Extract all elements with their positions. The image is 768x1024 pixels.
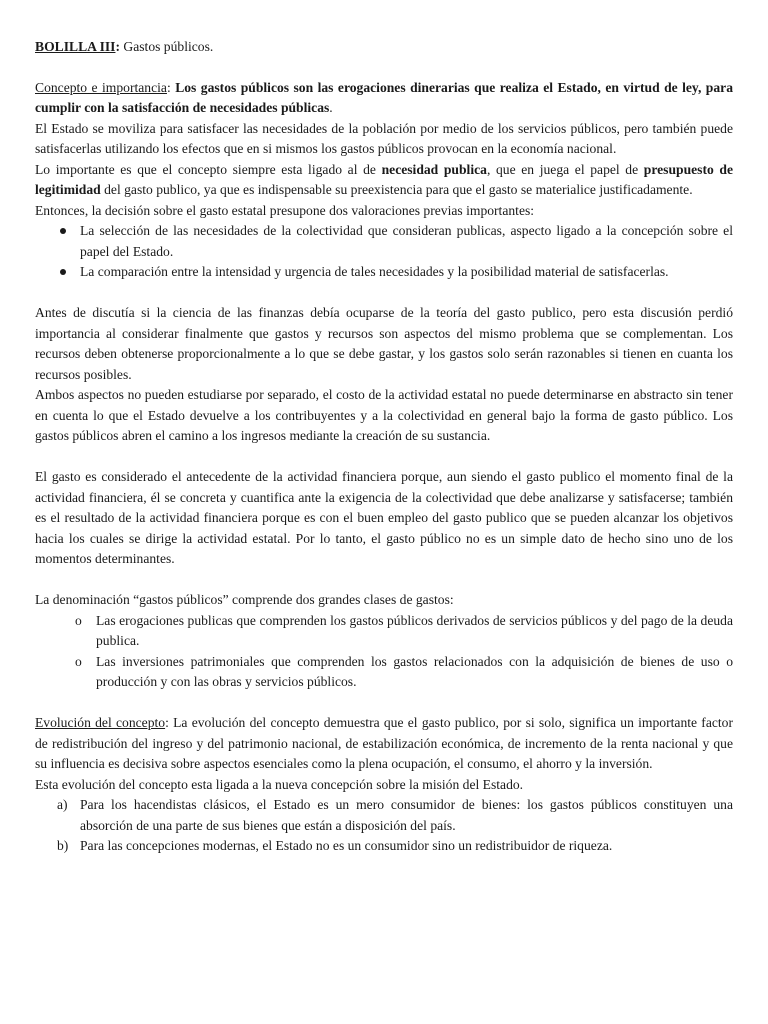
p2-part-e: del gasto publico, ya que es indispensable su preexistencia para que el gasto se materialice justificadamente. bbox=[100, 182, 693, 197]
concepto-paragraph-1: El Estado se moviliza para satisfacer las necesidades de la población por medio de los servicios públicos, pero también puede satisfacerlas utilizando los efectos que en si mismos los gastos públicos provocan en la economía nacional. bbox=[35, 120, 733, 156]
list-marker: b) bbox=[57, 838, 69, 853]
list-item bbox=[35, 221, 733, 262]
circle-bullet-icon: o bbox=[75, 653, 82, 669]
evolucion-heading: Evolución del concepto bbox=[35, 715, 166, 730]
denominacion-paragraph: La denominación “gastos públicos” comprende dos grandes clases de gastos: bbox=[35, 592, 454, 607]
concepto-end: . bbox=[329, 100, 333, 115]
concepto-paragraph-3: Entonces, la decisión sobre el gasto estatal presupone dos valoraciones previas importantes: bbox=[35, 202, 535, 218]
spacer bbox=[35, 283, 733, 304]
concepto-definition: Los gastos públicos son las erogaciones dinerarias que realiza el Estado, en virtud de ley, para cumplir con la satisfacción de necesidades públicas bbox=[35, 79, 733, 115]
p2-part-c: , que en juega el papel de bbox=[486, 161, 644, 177]
evolucion-paragraph bbox=[35, 713, 733, 775]
title-end: . bbox=[209, 39, 214, 54]
title-colon: : bbox=[115, 39, 120, 54]
list-item-text: La comparación entre la intensidad y urgencia de tales necesidades y la posibilidad material de satisfacerlas. bbox=[80, 264, 669, 279]
evolucion-text: La evolución del concepto demuestra que el gasto publico, por si solo, significa un importante factor de redistribución del ingreso y del patrimonio nacional, de estabilización económica, de incremento de la renta nacional y que su influencia es decisiva sobre aspectos esenciales como la plena ocupación, el consumo, el ahorro y la inversión. bbox=[35, 715, 733, 771]
document-title bbox=[35, 37, 733, 58]
antes-paragraph-2: Ambos aspectos no pueden estudiarse por separado, el costo de la actividad estatal no puede determinarse en abstracto sin tener en cuenta lo que el Estado devuelve a los contribuyentes y a la colectividad en general bajo la forma de gasto público. Los gastos públicos abren el camino a los ingresos mediante la creación de su sustancia. bbox=[35, 387, 733, 443]
evolucion-paragraph-2: Esta evolución del concepto esta ligada a la nueva concepción sobre la misión del Estado. bbox=[35, 776, 524, 792]
list-item-text: Las erogaciones publicas que comprenden los gastos públicos derivados de servicios públicos y del pago de la deuda publica. bbox=[96, 612, 733, 648]
title-text: Gastos públicos bbox=[120, 39, 210, 54]
circle-bullet-icon: o bbox=[75, 612, 82, 628]
concepto-colon: : bbox=[166, 79, 171, 95]
valoraciones-list bbox=[35, 221, 733, 283]
list-item bbox=[35, 611, 733, 652]
clases-gastos-list bbox=[35, 611, 733, 693]
antes-paragraph-1: Antes de discutía si la ciencia de las finanzas debía ocuparse de la teoría del gasto publico, pero esta discusión perdió importancia al considerar finalmente que gastos y recursos son aspectos del mismo problema que se complementan. Los recursos deben obtenerse proporcionalmente a lo que se debe gastar, y los gastos solo serán razonables si tienen en cuanta los recursos posibles. bbox=[35, 305, 733, 382]
list-item bbox=[35, 652, 733, 693]
concepto-paragraph-2 bbox=[35, 160, 733, 201]
spacer bbox=[35, 447, 733, 468]
p2-part-a: Lo importante es que el concepto siempre esta ligado al de bbox=[35, 161, 382, 177]
list-item bbox=[35, 795, 733, 836]
list-item-text: Las inversiones patrimoniales que comprenden los gastos relacionados con la adquisición de bienes de uso o producción y con las obras y servicios públicos. bbox=[96, 653, 733, 689]
title-label: BOLILLA III bbox=[35, 39, 116, 54]
gasto-paragraph: El gasto es considerado el antecedente de la actividad financiera porque, aun siendo el gasto publico el momento final de la actividad financiera, él se concreta y cuantifica ante la exigencia de la colectividad que debe analizarse y satisfacerse; también es el resultado de la actividad financiera porque es con el buen empleo del gasto publico que se pueden alcanzar los objetivos hacia los cuales se dirige la actividad estatal. Por lo tanto, el gasto público no es un simple dato de hecho sino uno de los momentos determinantes. bbox=[35, 469, 733, 566]
list-item-text: Para los hacendistas clásicos, el Estado es un mero consumidor de bienes: los gastos públicos constituyen una absorción de una parte de sus bienes que están a disposición del país. bbox=[80, 797, 733, 833]
concepto-definition-paragraph bbox=[35, 78, 733, 119]
list-marker: a) bbox=[57, 797, 68, 812]
list-item-text: Para las concepciones modernas, el Estado no es un consumidor sino un redistribuidor de riqueza. bbox=[80, 838, 613, 853]
concepto-heading: Concepto e importancia bbox=[35, 79, 167, 95]
list-item-text: La selección de las necesidades de la colectividad que consideran publicas, aspecto ligado a la concepción sobre el papel del Estado. bbox=[80, 223, 733, 259]
spacer bbox=[35, 570, 733, 591]
evolucion-colon: : bbox=[165, 715, 169, 730]
spacer bbox=[35, 693, 733, 714]
p2-term-necesidad: necesidad publica bbox=[381, 161, 487, 177]
concepciones-list bbox=[35, 795, 733, 857]
p2-term-presupuesto: presupuesto de legitimidad bbox=[35, 161, 734, 197]
list-item bbox=[35, 836, 733, 857]
list-item bbox=[35, 262, 733, 283]
